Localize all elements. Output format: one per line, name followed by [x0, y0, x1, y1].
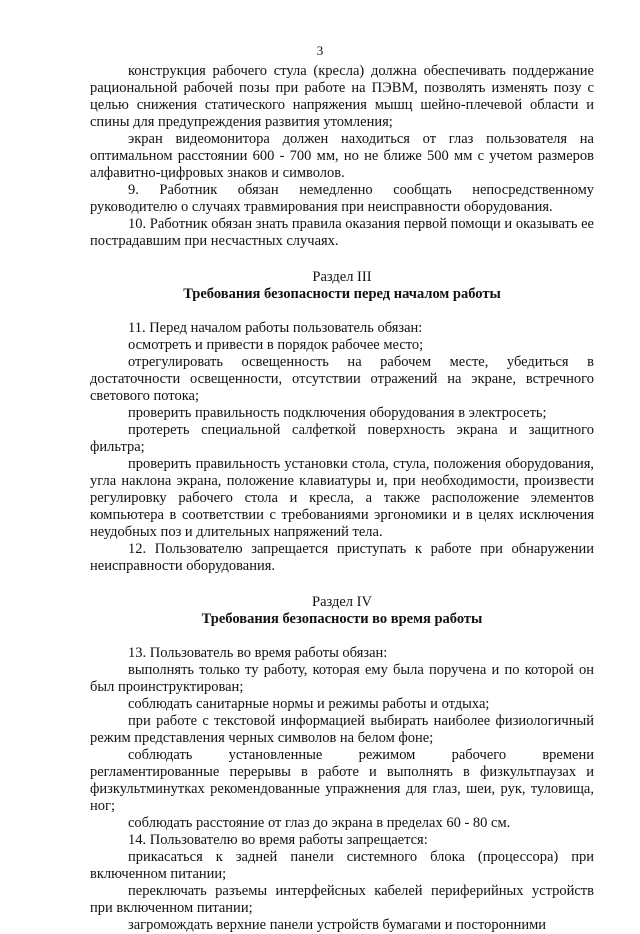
paragraph: выполнять только ту работу, которая ему была поручена и по которой он был проинструктирован; [90, 662, 594, 695]
paragraph: соблюдать санитарные нормы и режимы работы и отдыха; [128, 696, 490, 712]
section-3-title: Требования безопасности перед началом работы [183, 286, 501, 302]
page-number: 3 [316, 43, 324, 58]
paragraph: экран видеомонитора должен находиться от глаз пользователя на оптимальном расстоянии 600 - 700 мм, но не ближе 500 мм с учетом размеров алфавитно-цифровых знаков и символов. [90, 131, 594, 181]
paragraph: протереть специальной салфеткой поверхность экрана и защитного фильтра; [90, 422, 594, 455]
paragraph: при работе с текстовой информацией выбирать наиболее физиологичный режим представления черных символов на белом фоне; [90, 713, 594, 746]
paragraph: 13. Пользователь во время работы обязан: [128, 645, 388, 661]
paragraph: 10. Работник обязан знать правила оказания первой помощи и оказывать ее пострадавшим при несчастных случаях. [90, 216, 594, 249]
paragraph: 14. Пользователю во время работы запрещается: [128, 832, 428, 848]
section-3-label: Раздел III [312, 269, 372, 285]
paragraph: переключать разъемы интерфейсных кабелей периферийных устройств при включенном питании; [90, 883, 594, 916]
paragraph: проверить правильность подключения оборудования в электросеть; [128, 405, 547, 421]
section-4-label: Раздел IV [312, 594, 372, 610]
paragraph: 9. Работник обязан немедленно сообщать непосредственному руководителю о случаях травмирования при неисправности оборудования. [90, 182, 594, 215]
paragraph: осмотреть и привести в порядок рабочее место; [128, 337, 424, 353]
paragraph: конструкция рабочего стула (кресла) должна обеспечивать поддержание рациональной рабочей позы при работе на ПЭВМ, позволять изменять позу с целью снижения статического напряжения мышц шейно-плечевой области и спины для предупреждения развития утомления; [90, 63, 594, 130]
paragraph: загромождать верхние панели устройств бумагами и посторонними [128, 917, 547, 933]
paragraph: отрегулировать освещенность на рабочем месте, убедиться в достаточности освещенности, отсутствии отражений на экране, встречного светового потока; [90, 354, 594, 404]
paragraph: соблюдать установленные режимом рабочего времени регламентированные перерывы в работе и выполнять в физкультпаузах и физкультминутках рекомендованные упражнения для глаз, шеи, рук, туловища, ног; [90, 747, 594, 814]
section-4-title: Требования безопасности во время работы [201, 611, 483, 627]
paragraph: прикасаться к задней панели системного блока (процессора) при включенном питании; [90, 849, 594, 882]
paragraph: соблюдать расстояние от глаз до экрана в пределах 60 - 80 см. [128, 815, 511, 831]
paragraph: 11. Перед началом работы пользователь обязан: [128, 320, 423, 336]
document-body [90, 63, 594, 934]
paragraph: проверить правильность установки стола, стула, положения оборудования, угла наклона экрана, положение клавиатуры и, при необходимости, произвести регулировку рабочего стола и кресла, а также расположение элементов компьютера в соответствии с требованиями эргономики и в целях исключения неудобных поз и длительных напряжений тела. [90, 456, 594, 540]
paragraph: 12. Пользователю запрещается приступать к работе при обнаружении неисправности оборудования. [90, 541, 594, 574]
